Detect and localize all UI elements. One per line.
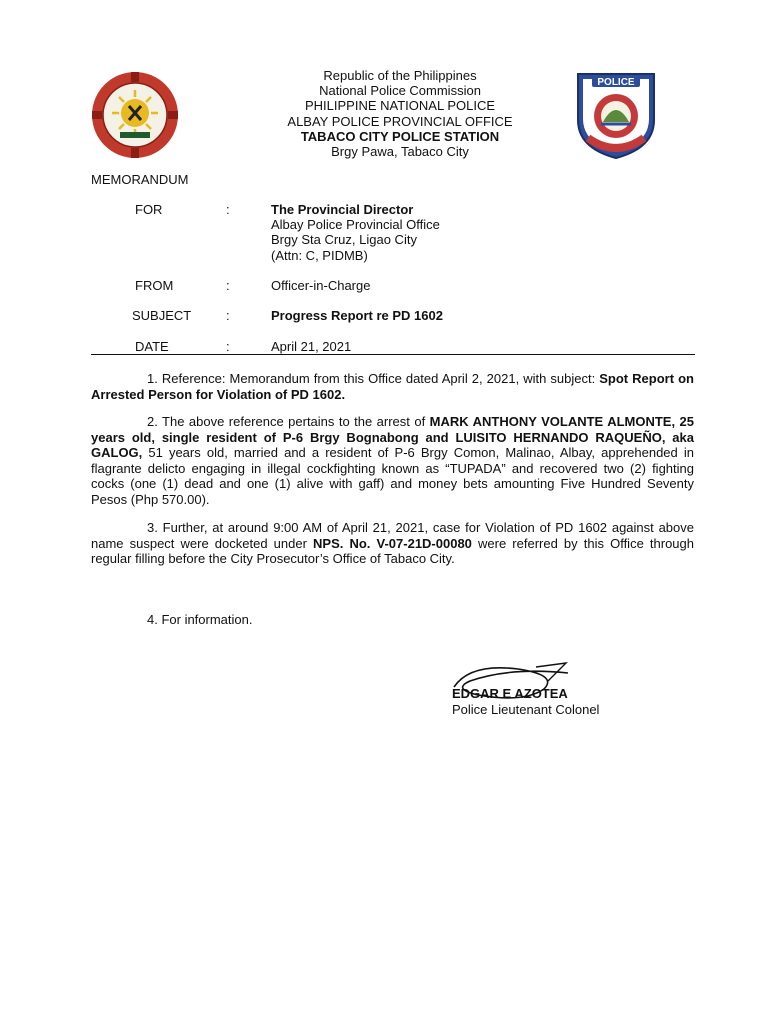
letterhead [220,68,580,159]
for-value [271,202,440,263]
paragraph-2 [91,414,694,508]
svg-text:POLICE: POLICE [597,77,635,88]
subject-value: Progress Report re PD 1602 [271,308,443,323]
from-value: Officer-in-Charge [271,278,371,293]
divider-line [91,354,695,355]
paragraph-text: 51 years old, married and a resident of P-6 Brgy Comon, Malinao, Albay, apprehended in flagrante delicto engaging in illegal cockfighting known as “TUPADA” and recovered two (2) fighting cocks (one (1) dead and one (1) alive with gaff) and money bets amounting Five Hundred Seventy Pesos (Php 570.00). [91,445,694,507]
subject-colon: : [226,308,230,323]
for-label: FOR [135,202,163,217]
paragraph-text: 2. The above reference pertains to the arrest of [147,414,426,429]
for-office: Albay Police Provincial Office [271,217,440,233]
for-colon: : [226,202,230,217]
from-colon: : [226,278,230,293]
letterhead-line: PHILIPPINE NATIONAL POLICE [305,98,495,114]
paragraph-3 [91,520,694,567]
date-value: April 21, 2021 [271,339,352,354]
letterhead-address: Brgy Pawa, Tabaco City [331,144,469,160]
for-address: Brgy Sta Cruz, Ligao City [271,232,417,248]
for-recipient: The Provincial Director [271,202,414,217]
date-colon: : [226,339,230,354]
signatory-title: Police Lieutenant Colonel [452,702,600,717]
paragraph-emphasis: Spot Report on Arrested Person for Violation of PD 1602. [91,371,694,402]
paragraph-emphasis: MARK ANTHONY VOLANTE ALMONTE, 25 years old, single resident of P-6 Brgy Bognabong and LUISITO HERNANDO RAQUEÑO, aka GALOG, [91,414,694,461]
paragraph-text: 1. Reference: Memorandum from this Office dated April 2, 2021, with subject: [147,371,596,386]
paragraph-4 [91,612,694,628]
from-label: FROM [135,278,174,293]
pnp-seal-icon [90,70,180,160]
paragraph-text: 4. For information. [147,612,253,627]
letterhead-line: ALBAY POLICE PROVINCIAL OFFICE [287,113,513,129]
station-name: TABACO CITY POLICE STATION [300,128,500,144]
paragraph-1 [91,371,694,402]
tabaco-police-badge-icon [570,68,662,160]
docket-number: NPS. No. V-07-21D-00080 [313,535,472,551]
paragraph-text: were referred by this Office through regular filling before the City Prosecutor’s Office of Tabaco City. [91,535,694,567]
for-attention: (Attn: C, PIDMB) [271,247,368,263]
letterhead-line: Republic of the Philippines [323,68,477,83]
letterhead-line: National Police Commission [319,83,481,99]
paragraph-text: 3. Further, at around 9:00 AM of April 21, 2021, case for Violation of PD 1602 against above name suspect were docketed under [91,520,694,551]
date-label: DATE [135,339,169,354]
subject-label: SUBJECT [132,308,192,323]
signatory-name: EDGAR E AZOTEA [452,686,568,701]
memo-title: MEMORANDUM [91,172,189,187]
